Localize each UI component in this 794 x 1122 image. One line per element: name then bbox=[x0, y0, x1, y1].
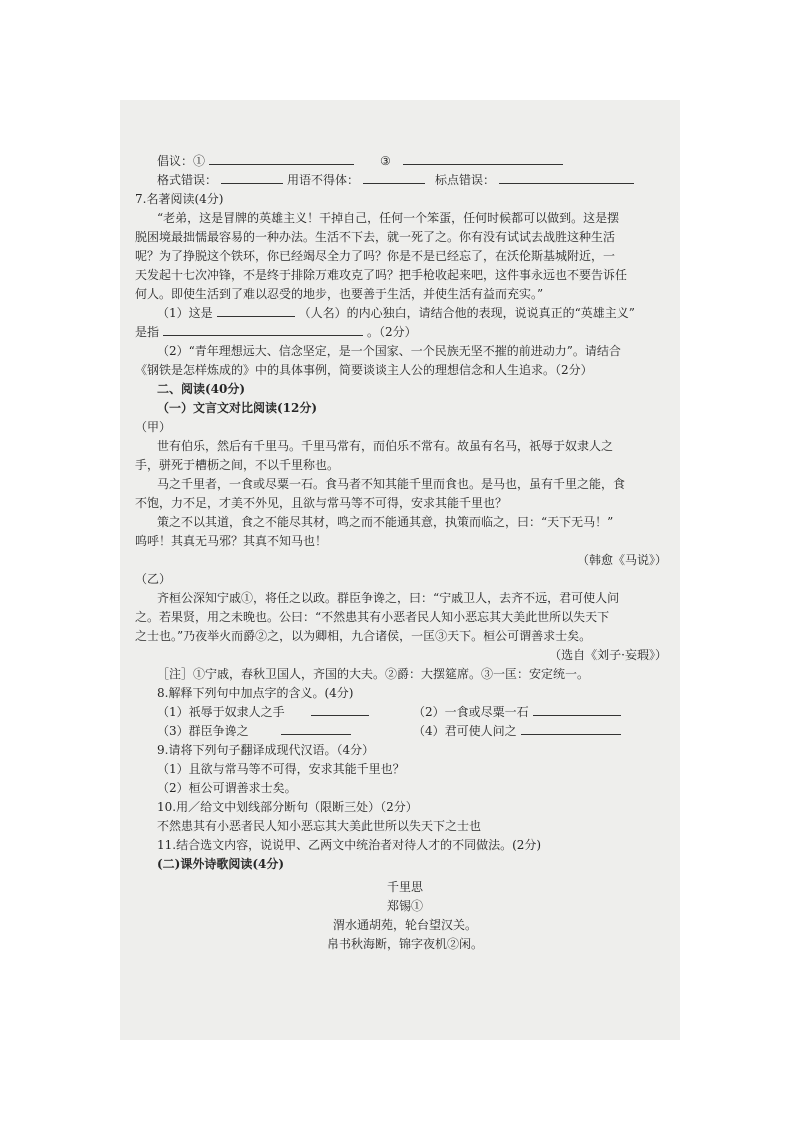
section2-part1-title: （一）文言文对比阅读(12分) bbox=[157, 401, 318, 415]
q8-item-4: （4）君可使人问之 bbox=[413, 724, 517, 738]
q8-blank-4[interactable] bbox=[521, 722, 621, 735]
q8-item-3: （3）群臣争谗之 bbox=[157, 724, 249, 738]
yi-note: ［注］①宁戚，春秋卫国人，齐国的大夫。②爵：大摆筵席。③一匡：安定统一。 bbox=[157, 667, 590, 681]
exam-content bbox=[135, 152, 675, 954]
q7-sub2-line: （2）“青年理想远大、信念坚定，是一个国家、一个民族无坚不摧的前进动力”。请结合 bbox=[157, 344, 621, 358]
punct-error-blank[interactable] bbox=[499, 171, 634, 184]
format-error-blank[interactable] bbox=[221, 171, 283, 184]
q7-passage-line: 脱困境最拙懦最容易的一种办法。生活不下去，就一死了之。你有没有试试去战胜这种生活 bbox=[135, 230, 616, 244]
wording-error-blank[interactable] bbox=[363, 171, 425, 184]
q8-row-1 bbox=[135, 703, 675, 722]
q7-sub1-score: 。（2分） bbox=[367, 325, 417, 339]
yi-source: （选自《刘子·妄瑕》） bbox=[549, 648, 667, 662]
q7-passage-line: “老弟，这是冒牌的英雄主义！干掉自己，任何一个笨蛋，任何时候都可以做到。这是摆 bbox=[157, 211, 620, 225]
poetry-title: (二)课外诗歌阅读(4分) bbox=[157, 857, 285, 871]
jia-line: 世有伯乐，然后有千里马。千里马常有，而伯乐不常有。故虽有名马，祇辱于奴隶人之 bbox=[157, 439, 614, 453]
q7-sub1-row-2 bbox=[135, 323, 675, 342]
q7-passage-line: 呢？为了挣脱这个铁环，你已经竭尽全力了吗？你是不是已经忘了，在沃伦斯基城附近，一 bbox=[135, 249, 616, 263]
proposal-row bbox=[135, 152, 675, 171]
jia-line: 策之不以其道，食之不能尽其材，鸣之而不能通其意，执策而临之，曰：“天下无马！” bbox=[157, 515, 614, 529]
q7-sub1-text-3: 是指 bbox=[135, 325, 160, 339]
q9-item-1: （1）且欲与常马等不可得，安求其能千里也？ bbox=[157, 762, 405, 776]
proposal-mark-3: ③ bbox=[380, 154, 391, 168]
q7-sub1-text: （1）这是 bbox=[157, 306, 213, 320]
jia-line: 呜呼！其真无马邪？其真不知马也！ bbox=[135, 534, 328, 548]
q7-sub2-line: 《钢铁是怎样炼成的》中的具体事例，简要谈谈主人公的理想信念和人生追求。（2分） bbox=[135, 363, 593, 377]
q7-sub1-text-2: （人名）的内心独白，请结合他的表现，说说真正的“英雄主义” bbox=[298, 306, 635, 320]
jia-line: 手，骈死于槽枥之间，不以千里称也。 bbox=[135, 458, 340, 472]
yi-line: 之。若果贤，用之未晚也。公曰：“不然患其有小恶者民人知小恶忘其大美此世所以失天下 bbox=[135, 610, 610, 624]
poem-line-1: 渭水通胡苑，轮台望汉关。 bbox=[332, 918, 477, 932]
poem-title: 千里思 bbox=[386, 880, 423, 894]
q11-title: 11.结合选文内容，说说甲、乙两文中统治者对待人才的不同做法。(2分) bbox=[157, 838, 542, 852]
q7-title: 7.名著阅读(4分) bbox=[135, 192, 224, 206]
wording-error-label: 用语不得体： bbox=[287, 173, 360, 187]
section2-title: 二、阅读(40分) bbox=[157, 382, 246, 396]
q9-title: 9.请将下列句子翻译成现代汉语。（4分） bbox=[157, 743, 375, 757]
q8-blank-3[interactable] bbox=[281, 722, 351, 735]
yi-line: 齐桓公深知宁戚①，将任之以政。群臣争谗之，曰：“宁戚卫人，去齐不远，君可使人问 bbox=[157, 591, 620, 605]
proposal-label: 倡议：① bbox=[157, 154, 206, 168]
q8-blank-1[interactable] bbox=[311, 703, 369, 716]
poem-line-2: 帛书秋海断，锦字夜机②闲。 bbox=[326, 937, 483, 951]
q7-name-blank[interactable] bbox=[217, 304, 295, 317]
q8-blank-2[interactable] bbox=[533, 703, 621, 716]
format-error-label: 格式错误： bbox=[157, 173, 218, 187]
q8-row-2 bbox=[135, 722, 675, 741]
proposal-blank-3[interactable] bbox=[403, 152, 563, 165]
q10-text: 不然患其有小恶者民人知小恶忘其大美此世所以失天下之士也 bbox=[157, 819, 482, 833]
jia-line: 不饱，力不足，才美不外见，且欲与常马等不可得，安求其能千里也？ bbox=[135, 496, 508, 510]
q10-title: 10.用／给文中划线部分断句（限断三处）（2分） bbox=[157, 800, 418, 814]
yi-line: 之士也。”乃夜举火而爵②之，以为卿相，九合诸侯，一匡③天下。桓公可谓善求士矣。 bbox=[135, 629, 592, 643]
q7-heroism-blank[interactable] bbox=[163, 323, 363, 336]
q7-passage-line: 何人。即使生活到了难以忍受的地步，也要善于生活，并使生活有益而充实。” bbox=[135, 287, 544, 301]
poem-author: 郑锡① bbox=[386, 899, 423, 913]
jia-line: 马之千里者，一食或尽粟一石。食马者不知其能千里而食也。是马也，虽有千里之能，食 bbox=[157, 477, 626, 491]
punct-error-label: 标点错误： bbox=[435, 173, 496, 187]
proposal-blank-1[interactable] bbox=[209, 152, 354, 165]
jia-source: （韩愈《马说》） bbox=[576, 553, 667, 567]
q9-item-2: （2）桓公可谓善求士矣。 bbox=[157, 781, 297, 795]
jia-label: （甲） bbox=[135, 420, 172, 434]
yi-label: （乙） bbox=[135, 572, 172, 586]
q8-title: 8.解释下列句中加点字的含义。(4分) bbox=[157, 686, 354, 700]
q8-item-1: （1）祇辱于奴隶人之手 bbox=[157, 705, 285, 719]
q7-passage-line: 天发起十七次冲锋，不是终于排除万难攻克了吗？把手枪收起来吧，这件事永远也不要告诉任 bbox=[135, 268, 628, 282]
q8-item-2: （2）一食或尽粟一石 bbox=[413, 705, 529, 719]
errors-row bbox=[135, 171, 675, 190]
q7-sub1-row bbox=[135, 304, 675, 323]
